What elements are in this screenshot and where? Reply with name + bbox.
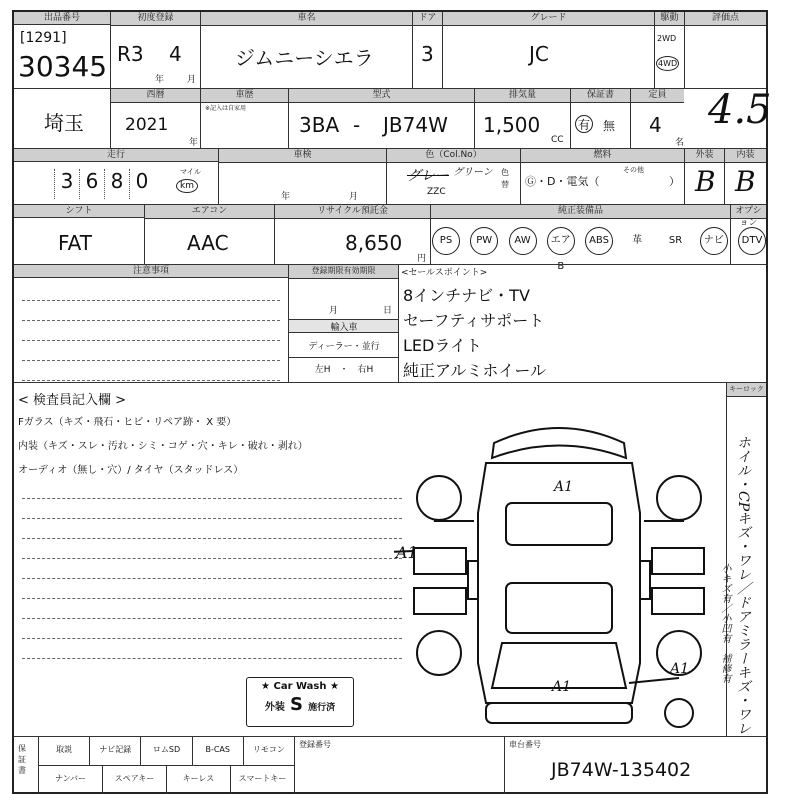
door-left-front	[414, 588, 466, 614]
wheel-rear-right	[657, 476, 701, 520]
color-handwritten: グリーン	[453, 167, 493, 178]
color-code: ZZC	[427, 187, 446, 197]
steering-mark	[665, 699, 693, 727]
wheel-rear-left	[417, 476, 461, 520]
label-recycle: リサイクル預託金	[275, 205, 430, 219]
check-manual: 取説	[39, 737, 90, 765]
damage-mark: A1	[670, 661, 690, 677]
sales-points	[398, 265, 766, 383]
sales-point: 8インチナビ・TV	[403, 286, 530, 305]
front-bumper	[486, 703, 632, 723]
drive-4wd-circled: 4WD	[656, 56, 679, 71]
fuel-close: ）	[669, 175, 680, 188]
label-displacement: 排気量	[475, 89, 570, 103]
label-year: 西暦	[111, 89, 200, 103]
mirror-left	[468, 561, 478, 599]
interior-cell	[724, 149, 766, 205]
label-capacity: 定員	[631, 89, 684, 103]
carwash-grade: S	[290, 694, 303, 715]
footer	[14, 736, 766, 792]
fuel-other: その他	[623, 166, 644, 174]
label-option: オプション	[731, 205, 766, 219]
drive-2wd: 2WD	[657, 34, 677, 43]
mile-unit: マイル	[180, 168, 201, 176]
car-name-cell	[200, 12, 412, 88]
label-chassis: 車台番号	[509, 740, 541, 749]
label-equipment: 純正装備品	[431, 205, 730, 219]
roof-panel	[506, 583, 612, 633]
rear-window	[506, 503, 612, 545]
drive-cell	[654, 12, 684, 88]
mileage-digit: 3	[55, 169, 80, 199]
equip-airbag-circled: エアB	[547, 227, 575, 255]
label-doors: ドア	[413, 12, 442, 26]
label-inspection: 車検	[219, 149, 386, 163]
side-note-panel	[719, 383, 766, 737]
label-warranty: 保証書	[571, 89, 630, 103]
damage-mark: A1	[552, 679, 572, 695]
spare-tire	[492, 428, 626, 458]
check-rom-sd: ロムSD	[141, 737, 192, 765]
capacity-cell	[630, 89, 684, 149]
color-crossed: グレー	[407, 168, 449, 184]
dealer-option: ディーラー・並行	[308, 342, 380, 352]
year-unit-2: 年	[189, 138, 199, 148]
mileage-digit: 6	[80, 169, 105, 199]
score-handwritten: 4.5	[708, 87, 772, 133]
reg-number-cell	[294, 737, 504, 793]
damage-mark: A1	[554, 479, 574, 495]
reg-era: R3	[117, 42, 144, 66]
aircon-cell	[144, 205, 274, 265]
equip-pw-circled: PW	[470, 227, 498, 255]
handle-option: 左H ・ 右H	[289, 357, 399, 383]
label-first-reg: 初度登録	[111, 12, 200, 26]
exterior-cell	[684, 149, 724, 205]
car-outline	[394, 428, 704, 727]
reg-month: 4	[169, 42, 182, 66]
model-sep: -	[353, 113, 361, 137]
model-code: JB74W	[383, 113, 448, 137]
aircon: AAC	[187, 231, 229, 255]
lot-code: [1291]	[20, 30, 67, 46]
notes-lines	[22, 281, 280, 381]
chassis-cell	[504, 737, 766, 793]
label-exterior: 外装	[685, 149, 724, 163]
label-mileage: 走行	[14, 149, 218, 162]
label-shift: シフト	[14, 205, 144, 218]
carwash-stamp	[246, 677, 354, 727]
label-notes: 注意事項	[14, 265, 288, 278]
mileage-digit: 0	[135, 169, 149, 193]
color-cell	[386, 149, 520, 205]
warranty-yes-circled: 有	[575, 115, 593, 133]
model-cell	[288, 89, 474, 149]
import-label: 輸入車	[289, 319, 399, 333]
score-cell	[684, 12, 766, 88]
inspection-cell	[218, 149, 386, 205]
equip-abs-circled: ABS	[585, 227, 613, 255]
color-change: 色替	[501, 168, 509, 189]
month-unit: 月	[187, 75, 197, 85]
label-interior: 内装	[725, 149, 766, 163]
row-mileage	[14, 148, 766, 204]
sales-point: セーフティサポート	[403, 311, 545, 330]
damage-mark: A1	[396, 543, 418, 562]
equipment-list	[432, 223, 766, 272]
capacity: 4	[649, 113, 662, 137]
side-note: ホイル・CPキズ・ワレ／ドアミラーキズ・ワレ	[735, 435, 751, 736]
door-right-front	[652, 588, 704, 614]
check-navi-record: ナビ記録	[90, 737, 141, 765]
km-unit-circled: km	[176, 179, 198, 193]
fuel-cell	[520, 149, 684, 205]
check-plate: ナンバー	[39, 766, 103, 794]
inspector-area	[14, 382, 766, 736]
mirror-right	[640, 561, 650, 599]
exterior-grade: B	[695, 165, 716, 198]
row-notes	[14, 264, 766, 382]
equip-aw-circled: AW	[509, 227, 537, 255]
sales-point: LEDライト	[403, 336, 482, 355]
model-prefix: 3BA	[299, 113, 340, 137]
check-smart-key: スマートキー	[238, 774, 287, 783]
capacity-unit: 名	[675, 138, 685, 148]
warranty-cell	[570, 89, 630, 149]
equip-sunroof: SR	[668, 235, 683, 246]
carwash-title: ★ Car Wash ★	[261, 681, 339, 692]
doors-cell	[412, 12, 442, 88]
footer-stamp: 保証書	[18, 744, 26, 775]
label-car-name: 車名	[201, 12, 412, 26]
label-reg-number: 登録番号	[299, 740, 331, 749]
mileage-digit: 8	[105, 169, 130, 199]
check-spare-key: スペアキー	[103, 766, 167, 794]
check-remote: リモコン	[252, 745, 285, 754]
inspector-glass: Fガラス（キズ・飛石・ヒビ・リペア跡・ X 要）	[18, 417, 237, 428]
grade-cell	[442, 12, 654, 88]
check-bcas: B-CAS	[193, 737, 244, 765]
wheel-front-left	[417, 631, 461, 675]
history-note: ※記入は自家用	[205, 105, 247, 112]
label-grade: グレード	[443, 12, 654, 26]
cc-unit: CC	[551, 135, 564, 145]
reg-month-unit: 月	[329, 306, 339, 316]
footer-checklist	[38, 737, 294, 793]
lot-number: 30345	[18, 50, 108, 83]
row-basic	[14, 12, 766, 88]
inspector-interior: 内装（キズ・スレ・汚れ・シミ・コゲ・穴・キレ・破れ・剥れ）	[18, 441, 308, 452]
sales-point: 純正アルミホイール	[403, 361, 547, 380]
label-drive: 駆動	[655, 12, 684, 26]
recycle-cell	[274, 205, 430, 265]
label-auction-no: 出品番号	[14, 12, 110, 25]
check-keyless: キーレス	[167, 766, 231, 794]
insp-year-unit: 年	[281, 192, 291, 202]
reg-day-unit: 日	[383, 306, 393, 316]
registration-box	[288, 265, 398, 383]
inspector-lines	[22, 479, 402, 659]
door-right-rear	[652, 548, 704, 574]
label-model: 型式	[289, 89, 474, 103]
equip-dtv-circled: DTV	[738, 227, 766, 255]
displacement: 1,500	[483, 113, 541, 137]
year-cell	[110, 89, 200, 149]
year: 2021	[125, 115, 169, 135]
label-sales-points: <セールスポイント>	[401, 268, 488, 278]
side-note-small: 小キズ有／小凹有 補修有	[719, 563, 730, 683]
label-fuel: 燃料	[521, 149, 684, 163]
warranty-no: 無	[603, 119, 616, 133]
doors: 3	[421, 42, 434, 66]
label-keylock: キーロック	[727, 383, 766, 397]
displacement-cell	[474, 89, 570, 149]
equip-ps-circled: PS	[432, 227, 460, 255]
first-registration	[110, 12, 200, 88]
interior-grade: B	[735, 165, 756, 198]
prefecture: 埼玉	[44, 111, 84, 135]
history-cell	[200, 89, 288, 149]
label-color: 色（Col.No）	[387, 149, 520, 163]
yen-unit: 円	[417, 254, 427, 264]
car-name: ジムニーシエラ	[235, 46, 374, 70]
carwash-right: 施行済	[308, 703, 336, 713]
label-aircon: エアコン	[145, 205, 274, 219]
inspector-title: < 検査員記入欄 >	[18, 393, 127, 408]
equip-leather: 革	[632, 235, 643, 246]
label-reg-expiry: 登録期限有効期限	[289, 265, 398, 279]
chassis-number: JB74W-135402	[551, 759, 692, 781]
door-left-rear	[414, 548, 466, 574]
fuel-options: Ⓖ・D・電気（	[525, 175, 600, 188]
label-history: 車歴	[201, 89, 288, 103]
label-score: 評価点	[685, 12, 766, 26]
insp-month-unit: 月	[349, 192, 359, 202]
carwash-left: 外装	[264, 702, 285, 713]
recycle-fee: 8,650	[345, 231, 403, 255]
equip-navi-circled: ナビ	[700, 227, 728, 255]
grade: JC	[529, 42, 549, 66]
row-registration	[14, 87, 772, 148]
year-unit: 年	[155, 75, 165, 85]
mileage-digits	[30, 169, 178, 199]
inspector-audio-tire: オーディオ（無し・穴）/ タイヤ（スタッドレス）	[18, 465, 244, 476]
auction-sheet	[12, 10, 772, 794]
shift: FAT	[58, 231, 93, 255]
